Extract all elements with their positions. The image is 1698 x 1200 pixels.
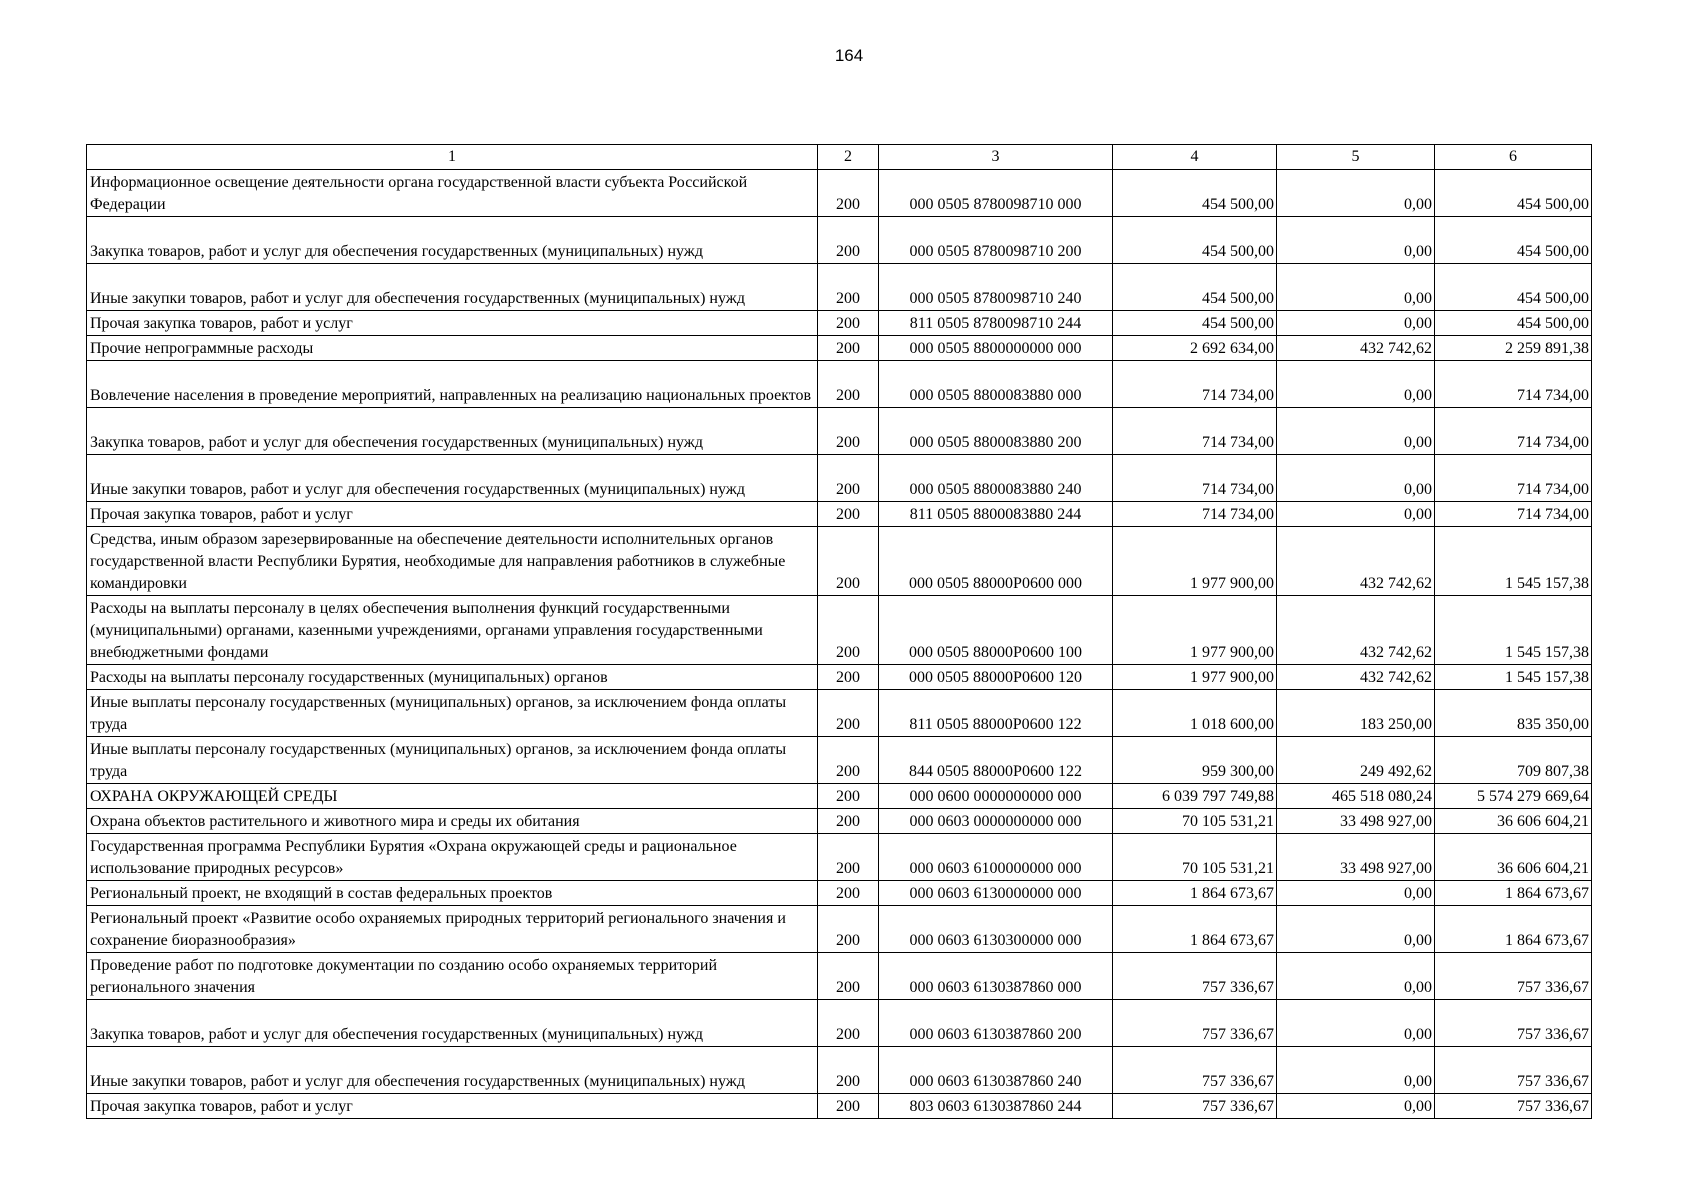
header-cell-6: 6 [1435,145,1592,170]
amount-col5-cell: 0,00 [1277,264,1435,311]
table-row [87,336,1592,361]
budget-code-cell: 000 0505 88000P0600 000 [879,527,1113,596]
header-cell-2: 2 [818,145,879,170]
code-cell: 200 [818,1047,879,1094]
table-row [87,596,1592,665]
amount-col4-cell: 757 336,67 [1113,1047,1277,1094]
budget-code-cell: 000 0505 8800083880 000 [879,361,1113,408]
code-cell: 200 [818,784,879,809]
amount-col4-cell: 714 734,00 [1113,502,1277,527]
budget-code-cell: 000 0600 0000000000 000 [879,784,1113,809]
budget-code-cell: 000 0505 8780098710 000 [879,170,1113,217]
amount-col4-cell: 454 500,00 [1113,217,1277,264]
amount-col6-cell: 714 734,00 [1435,455,1592,502]
amount-col5-cell: 0,00 [1277,906,1435,953]
amount-col6-cell: 757 336,67 [1435,953,1592,1000]
amount-col5-cell: 0,00 [1277,408,1435,455]
budget-code-cell: 000 0505 8800083880 200 [879,408,1113,455]
amount-col6-cell: 454 500,00 [1435,264,1592,311]
amount-col4-cell: 757 336,67 [1113,953,1277,1000]
amount-col4-cell: 1 018 600,00 [1113,690,1277,737]
amount-col6-cell: 714 734,00 [1435,408,1592,455]
budget-code-cell: 000 0603 6130387860 200 [879,1000,1113,1047]
amount-col6-cell: 1 864 673,67 [1435,881,1592,906]
item-name-cell: Информационное освещение деятельности органа государственной власти субъекта Российской Федерации [87,170,818,217]
item-name-cell: Региональный проект, не входящий в состав федеральных проектов [87,881,818,906]
code-cell: 200 [818,1094,879,1119]
item-name-cell: Прочие непрограммные расходы [87,336,818,361]
amount-col4-cell: 714 734,00 [1113,455,1277,502]
item-name-cell: Средства, иным образом зарезервированные на обеспечение деятельности исполнительных органов государственной власти Республики Бурятия, необходимые для направления работников в служебные командировки [87,527,818,596]
code-cell: 200 [818,834,879,881]
amount-col6-cell: 36 606 604,21 [1435,809,1592,834]
amount-col4-cell: 6 039 797 749,88 [1113,784,1277,809]
table-row [87,361,1592,408]
amount-col5-cell: 183 250,00 [1277,690,1435,737]
budget-code-cell: 000 0505 8780098710 200 [879,217,1113,264]
budget-table [86,144,1592,1119]
budget-code-cell: 000 0603 6130000000 000 [879,881,1113,906]
table-row [87,170,1592,217]
amount-col5-cell: 0,00 [1277,361,1435,408]
table-row [87,311,1592,336]
amount-col4-cell: 454 500,00 [1113,170,1277,217]
amount-col5-cell: 0,00 [1277,455,1435,502]
item-name-cell: Охрана объектов растительного и животного мира и среды их обитания [87,809,818,834]
amount-col4-cell: 757 336,67 [1113,1000,1277,1047]
amount-col4-cell: 714 734,00 [1113,361,1277,408]
item-name-cell: Иные выплаты персоналу государственных (муниципальных) органов, за исключением фонда оплаты труда [87,737,818,784]
table-row [87,408,1592,455]
budget-code-cell: 811 0505 88000P0600 122 [879,690,1113,737]
amount-col5-cell: 0,00 [1277,217,1435,264]
item-name-cell: Иные закупки товаров, работ и услуг для обеспечения государственных (муниципальных) нужд [87,1047,818,1094]
table-row [87,527,1592,596]
amount-col6-cell: 454 500,00 [1435,311,1592,336]
amount-col6-cell: 757 336,67 [1435,1047,1592,1094]
code-cell: 200 [818,809,879,834]
table-row [87,1094,1592,1119]
amount-col6-cell: 835 350,00 [1435,690,1592,737]
table-row [87,834,1592,881]
code-cell: 200 [818,361,879,408]
item-name-cell: Иные закупки товаров, работ и услуг для обеспечения государственных (муниципальных) нужд [87,455,818,502]
item-name-cell: Закупка товаров, работ и услуг для обеспечения государственных (муниципальных) нужд [87,1000,818,1047]
item-name-cell: Прочая закупка товаров, работ и услуг [87,311,818,336]
code-cell: 200 [818,217,879,264]
table-row [87,881,1592,906]
budget-code-cell: 000 0505 8780098710 240 [879,264,1113,311]
amount-col4-cell: 714 734,00 [1113,408,1277,455]
table-row [87,1000,1592,1047]
code-cell: 200 [818,665,879,690]
table-row [87,502,1592,527]
header-row [87,145,1592,170]
budget-code-cell: 000 0505 88000P0600 100 [879,596,1113,665]
budget-code-cell: 000 0505 8800000000 000 [879,336,1113,361]
table-row [87,690,1592,737]
amount-col4-cell: 454 500,00 [1113,264,1277,311]
amount-col5-cell: 0,00 [1277,953,1435,1000]
amount-col5-cell: 432 742,62 [1277,336,1435,361]
item-name-cell: Расходы на выплаты персоналу в целях обеспечения выполнения функций государственными (муниципальными) органами, казенными учреждениями, органами управления государственными внебюджетными фондами [87,596,818,665]
budget-code-cell: 811 0505 8780098710 244 [879,311,1113,336]
amount-col4-cell: 1 977 900,00 [1113,596,1277,665]
code-cell: 200 [818,408,879,455]
item-name-cell: Вовлечение населения в проведение мероприятий, направленных на реализацию национальных проектов [87,361,818,408]
budget-code-cell: 811 0505 8800083880 244 [879,502,1113,527]
item-name-cell: Прочая закупка товаров, работ и услуг [87,502,818,527]
amount-col6-cell: 714 734,00 [1435,502,1592,527]
budget-code-cell: 000 0603 6130387860 000 [879,953,1113,1000]
amount-col5-cell: 0,00 [1277,502,1435,527]
code-cell: 200 [818,336,879,361]
amount-col5-cell: 33 498 927,00 [1277,809,1435,834]
code-cell: 200 [818,502,879,527]
amount-col5-cell: 432 742,62 [1277,665,1435,690]
table-row [87,784,1592,809]
code-cell: 200 [818,311,879,336]
table-row [87,906,1592,953]
table-row [87,455,1592,502]
amount-col6-cell: 1 545 157,38 [1435,665,1592,690]
table-row [87,809,1592,834]
amount-col5-cell: 0,00 [1277,1000,1435,1047]
item-name-cell: Закупка товаров, работ и услуг для обеспечения государственных (муниципальных) нужд [87,217,818,264]
code-cell: 200 [818,596,879,665]
amount-col4-cell: 70 105 531,21 [1113,834,1277,881]
table-row [87,217,1592,264]
item-name-cell: Иные выплаты персоналу государственных (муниципальных) органов, за исключением фонда оплаты труда [87,690,818,737]
header-cell-5: 5 [1277,145,1435,170]
amount-col5-cell: 432 742,62 [1277,527,1435,596]
table-row [87,953,1592,1000]
amount-col4-cell: 959 300,00 [1113,737,1277,784]
code-cell: 200 [818,906,879,953]
page-number: 164 [834,46,864,65]
budget-code-cell: 000 0603 6100000000 000 [879,834,1113,881]
code-cell: 200 [818,737,879,784]
amount-col5-cell: 432 742,62 [1277,596,1435,665]
budget-code-cell: 803 0603 6130387860 244 [879,1094,1113,1119]
table-row [87,665,1592,690]
amount-col4-cell: 1 977 900,00 [1113,527,1277,596]
code-cell: 200 [818,881,879,906]
amount-col4-cell: 1 864 673,67 [1113,906,1277,953]
budget-code-cell: 000 0505 88000P0600 120 [879,665,1113,690]
amount-col4-cell: 1 977 900,00 [1113,665,1277,690]
amount-col6-cell: 714 734,00 [1435,361,1592,408]
table-body [87,170,1592,1119]
item-name-cell: Прочая закупка товаров, работ и услуг [87,1094,818,1119]
amount-col5-cell: 0,00 [1277,1094,1435,1119]
table-row [87,264,1592,311]
amount-col5-cell: 33 498 927,00 [1277,834,1435,881]
amount-col4-cell: 2 692 634,00 [1113,336,1277,361]
table-row [87,1047,1592,1094]
amount-col6-cell: 454 500,00 [1435,170,1592,217]
item-name-cell: Иные закупки товаров, работ и услуг для обеспечения государственных (муниципальных) нужд [87,264,818,311]
amount-col5-cell: 249 492,62 [1277,737,1435,784]
budget-code-cell: 000 0603 6130300000 000 [879,906,1113,953]
amount-col5-cell: 0,00 [1277,170,1435,217]
amount-col6-cell: 709 807,38 [1435,737,1592,784]
code-cell: 200 [818,690,879,737]
amount-col6-cell: 757 336,67 [1435,1000,1592,1047]
amount-col4-cell: 70 105 531,21 [1113,809,1277,834]
header-cell-4: 4 [1113,145,1277,170]
amount-col6-cell: 36 606 604,21 [1435,834,1592,881]
amount-col6-cell: 5 574 279 669,64 [1435,784,1592,809]
item-name-cell: Проведение работ по подготовке документации по созданию особо охраняемых территорий регионального значения [87,953,818,1000]
amount-col4-cell: 454 500,00 [1113,311,1277,336]
table-row [87,737,1592,784]
code-cell: 200 [818,953,879,1000]
amount-col5-cell: 465 518 080,24 [1277,784,1435,809]
budget-code-cell: 000 0505 8800083880 240 [879,455,1113,502]
item-name-cell: Региональный проект «Развитие особо охраняемых природных территорий регионального значения и сохранение биоразнообразия» [87,906,818,953]
amount-col6-cell: 757 336,67 [1435,1094,1592,1119]
amount-col5-cell: 0,00 [1277,1047,1435,1094]
item-name-cell: Закупка товаров, работ и услуг для обеспечения государственных (муниципальных) нужд [87,408,818,455]
code-cell: 200 [818,527,879,596]
budget-code-cell: 844 0505 88000P0600 122 [879,737,1113,784]
amount-col4-cell: 757 336,67 [1113,1094,1277,1119]
code-cell: 200 [818,170,879,217]
header-cell-3: 3 [879,145,1113,170]
amount-col5-cell: 0,00 [1277,311,1435,336]
amount-col6-cell: 454 500,00 [1435,217,1592,264]
code-cell: 200 [818,1000,879,1047]
item-name-cell: Государственная программа Республики Бурятия «Охрана окружающей среды и рациональное использование природных ресурсов» [87,834,818,881]
amount-col5-cell: 0,00 [1277,881,1435,906]
budget-code-cell: 000 0603 6130387860 240 [879,1047,1113,1094]
budget-code-cell: 000 0603 0000000000 000 [879,809,1113,834]
amount-col6-cell: 1 545 157,38 [1435,596,1592,665]
amount-col6-cell: 1 864 673,67 [1435,906,1592,953]
code-cell: 200 [818,264,879,311]
code-cell: 200 [818,455,879,502]
amount-col6-cell: 1 545 157,38 [1435,527,1592,596]
item-name-cell: Расходы на выплаты персоналу государственных (муниципальных) органов [87,665,818,690]
header-cell-1: 1 [87,145,818,170]
amount-col6-cell: 2 259 891,38 [1435,336,1592,361]
item-name-cell: ОХРАНА ОКРУЖАЮЩЕЙ СРЕДЫ [87,784,818,809]
amount-col4-cell: 1 864 673,67 [1113,881,1277,906]
